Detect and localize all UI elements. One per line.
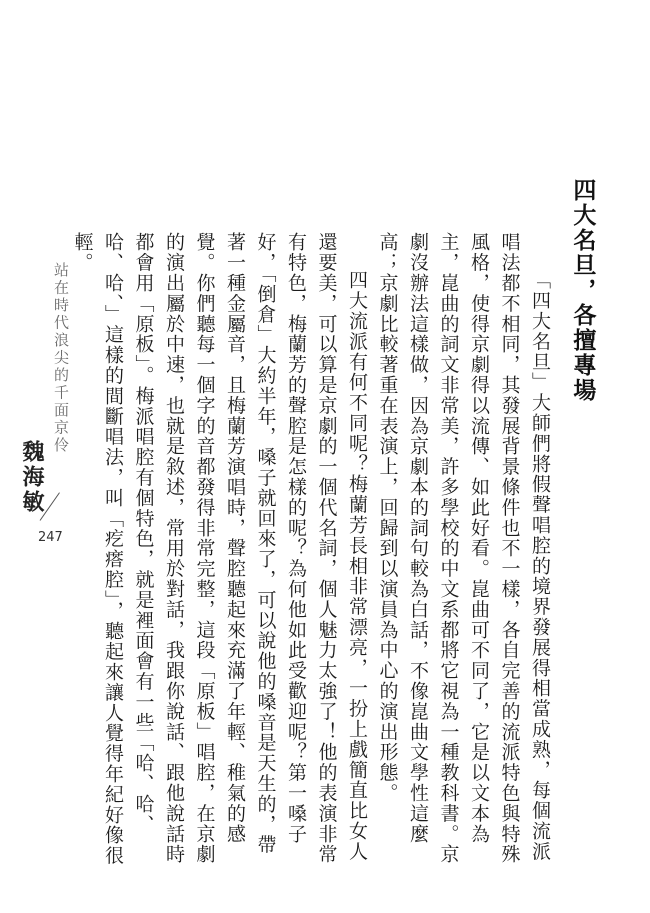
paragraph-1: 「四大名旦」大師們將假聲唱腔的境界發展得相當成熟，每個流派唱法都不相同，其發展背景條件也不一樣，各自完善的流派特色與特殊風格，使得京劇得以流傳、如此好看。崑曲可不同了，它是以文本為主，崑曲的詞文非常美，許多學校的中文系都將它視為一種教科書。京劇沒辦法這樣做，因為京劇本的詞句較為白話，不像崑曲文學性這麼高；京劇比較著重在表演上，回歸到以演員為中心的演出形態。 bbox=[376, 232, 551, 865]
section-heading: 四大名旦，各擅專場 bbox=[569, 178, 596, 403]
paragraph-2: 四大流派有何不同呢？梅蘭芳長相非常漂亮，一扮上戲簡直比女人還要美，可以算是京劇的一個代名詞，個人魅力太強了！他的表演非常有特色，梅蘭芳的聲腔是怎樣的呢？為何他如此受歡迎呢？第一嗓子好，「倒倉」大約半年，嗓子就回來了，可以說他的嗓音是天生的，帶著一種金屬音，且梅蘭芳演唱時，聲腔聽起來充滿了年輕、稚氣的感覺。你們聽每一個字的音都發得非常完整，這段「原板」唱腔，在京劇的演出屬於中速，也就是敘述，常用於對話，我跟你說話、跟他說話時都會用「原板」。梅派唱腔有個特色，就是裡面會有一些「哈、哈、哈、哈、」這樣的間斷唱法，叫「疙瘩腔」，聽起來讓人覺得年紀好像很輕。 bbox=[71, 232, 368, 866]
running-book-title: 站在時代浪尖的千面京伶 bbox=[52, 262, 70, 455]
page-number: 247 bbox=[38, 530, 63, 545]
body-text bbox=[71, 232, 555, 872]
running-author-name: 魏海敏 bbox=[19, 440, 44, 515]
